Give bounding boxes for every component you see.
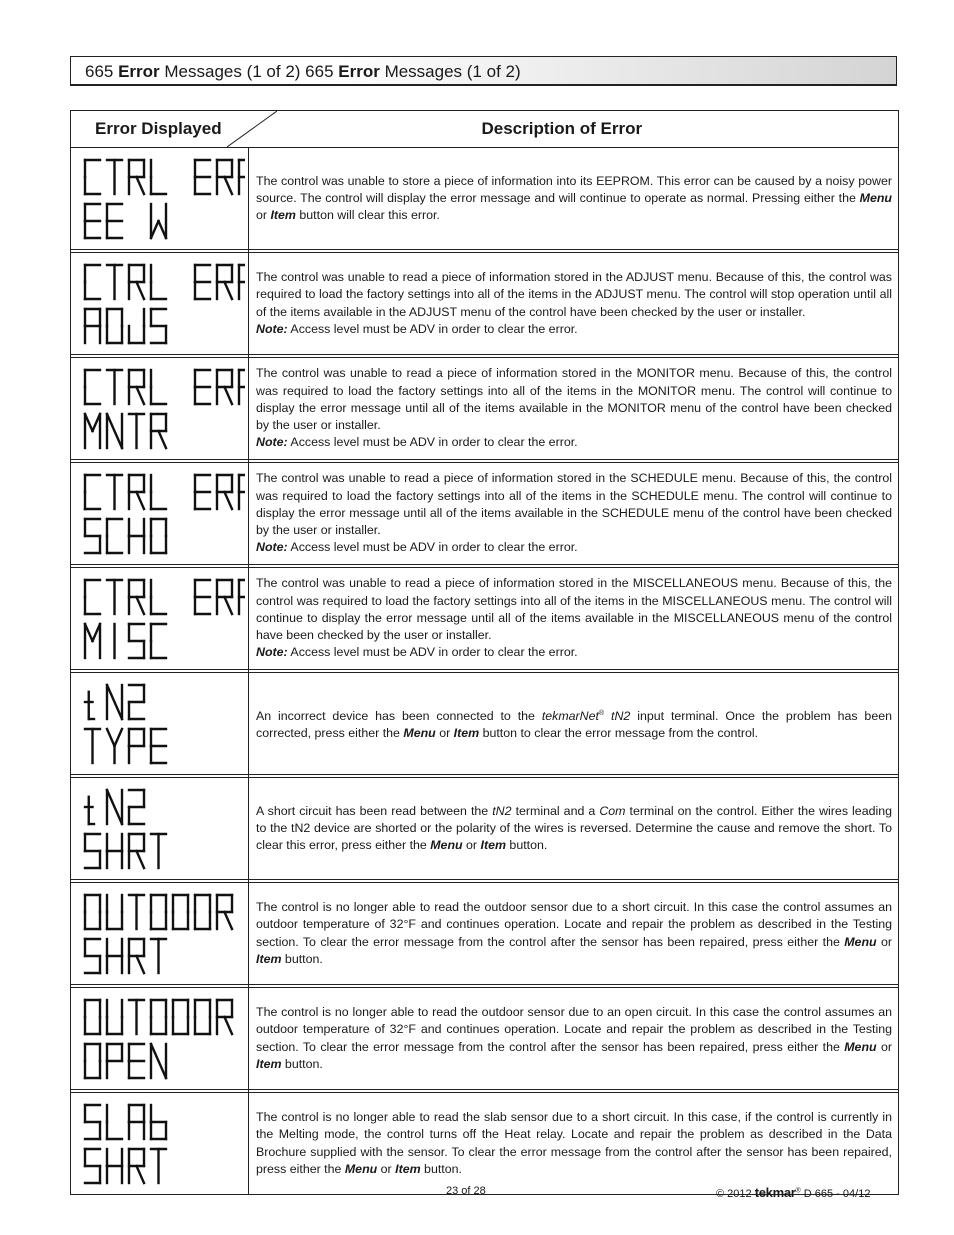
lcd-error-display <box>71 568 249 670</box>
lcd-error-display <box>71 883 249 985</box>
table-row <box>71 568 899 670</box>
table-row <box>71 463 899 565</box>
lcd-error-display <box>71 1093 249 1195</box>
error-description: The control was unable to read a piece of information stored in the ADJUST menu. Because of this, the control was required to load the factory settings into all of the items in the ADJUST menu. The control will stop operation until all of the items available in the ADJUST menu of the control have been checked by the user or installer. Note: Access level must be ADV in order to clear the error. <box>249 253 899 355</box>
error-description: The control was unable to store a piece of information into its EEPROM. This error can be caused by a noisy power source. The control will display the error message and will continue to operate as normal. Pressing either the Menu or Item button will clear this error. <box>249 148 899 250</box>
table-row <box>71 148 899 250</box>
table-header-row <box>71 111 899 148</box>
error-description: The control was unable to read a piece of information stored in the SCHEDULE menu. Because of this, the control was required to load the factory settings into all of the items in the SCHEDULE menu. The control will continue to display the error message until all of the items available in the SCHEDULE menu of the control have been checked by the user or installer. Note: Access level must be ADV in order to clear the error. <box>249 463 899 565</box>
error-description: The control is no longer able to read the outdoor sensor due to an open circuit. In this case the control assumes an outdoor temperature of 32°F and continues operation. Locate and repair the problem as described in the Testing section. To clear the error message from the control after the sensor has been repaired, press either the Menu or Item button. <box>249 988 899 1090</box>
section-title: 665 Error Messages (1 of 2) 665 Error Messages (1 of 2) <box>85 62 521 81</box>
error-description: The control is no longer able to read the slab sensor due to a short circuit. In this case, if the control is currently in the Melting mode, the control turns off the Heat relay. Locate and repair the problem as described in the Data Brochure supplied with the sensor. To clear the error message from the control after the sensor has been repaired, press either the Menu or Item button. <box>249 1093 899 1195</box>
lcd-error-display <box>71 778 249 880</box>
error-description: A short circuit has been read between the tN2 terminal and a Com terminal on the control. Either the wires leading to the tN2 device are shorted or the polarity of the wires is reversed. Determine the cause and remove the short. To clear this error, press either the Menu or Item button. <box>249 778 899 880</box>
lcd-error-display <box>71 463 249 565</box>
error-description: The control was unable to read a piece of information stored in the MONITOR menu. Because of this, the control was required to load the factory settings into all of the items in the MONITOR menu. The control will continue to display the error message until all of the items available in the MONITOR menu of the control have been checked by the user or installer. Note: Access level must be ADV in order to clear the error. <box>249 358 899 460</box>
column-header-error-displayed: Error Displayed <box>71 111 249 148</box>
table-row <box>71 253 899 355</box>
error-description: An incorrect device has been connected to the tekmarNet® tN2 input terminal. Once the problem has been corrected, press either the Menu or Item button to clear the error message from the control. <box>249 673 899 775</box>
lcd-segment-graphic <box>83 471 245 557</box>
error-description: The control is no longer able to read the outdoor sensor due to a short circuit. In this case the control assumes an outdoor temperature of 32°F and continues operation. Locate and repair the problem as described in the Testing section. To clear the error message from the control after the sensor has been repaired, press either the Menu or Item button. <box>249 883 899 985</box>
lcd-segment-graphic <box>83 681 245 767</box>
table-row <box>71 1093 899 1195</box>
lcd-error-display <box>71 988 249 1090</box>
table-row <box>71 988 899 1090</box>
lcd-segment-graphic <box>83 1101 245 1187</box>
table-row <box>71 883 899 985</box>
error-description: The control was unable to read a piece of information stored in the MISCELLANEOUS menu. Because of this, the control was required to load the factory settings into all of the items in the MISCELLANEOUS menu. The control will continue to display the error message until all of the items available in the MISCELLANEOUS menu of the control have been checked by the user or installer. Note: Access level must be ADV in order to clear the error. <box>249 568 899 670</box>
lcd-segment-graphic <box>83 156 245 242</box>
table-row <box>71 778 899 880</box>
lcd-segment-graphic <box>83 996 245 1082</box>
lcd-error-display <box>71 673 249 775</box>
error-messages-table <box>70 110 899 1195</box>
table-row <box>71 673 899 775</box>
column-header-description: Description of Error <box>249 111 899 148</box>
lcd-segment-graphic <box>83 786 245 872</box>
section-header-bar <box>70 56 897 86</box>
page-number: 23 of 28 <box>446 1185 486 1197</box>
tekmar-logo: tekmar <box>754 1185 796 1200</box>
lcd-segment-graphic <box>83 891 245 977</box>
lcd-segment-graphic <box>83 366 245 452</box>
lcd-segment-graphic <box>83 261 245 347</box>
footer-copyright: © 2012 tekmar® D 665 - 04/12 <box>716 1185 871 1200</box>
table-row <box>71 358 899 460</box>
header-divider-slash <box>227 111 277 147</box>
lcd-error-display <box>71 148 249 250</box>
lcd-segment-graphic <box>83 576 245 662</box>
lcd-error-display <box>71 253 249 355</box>
lcd-error-display <box>71 358 249 460</box>
